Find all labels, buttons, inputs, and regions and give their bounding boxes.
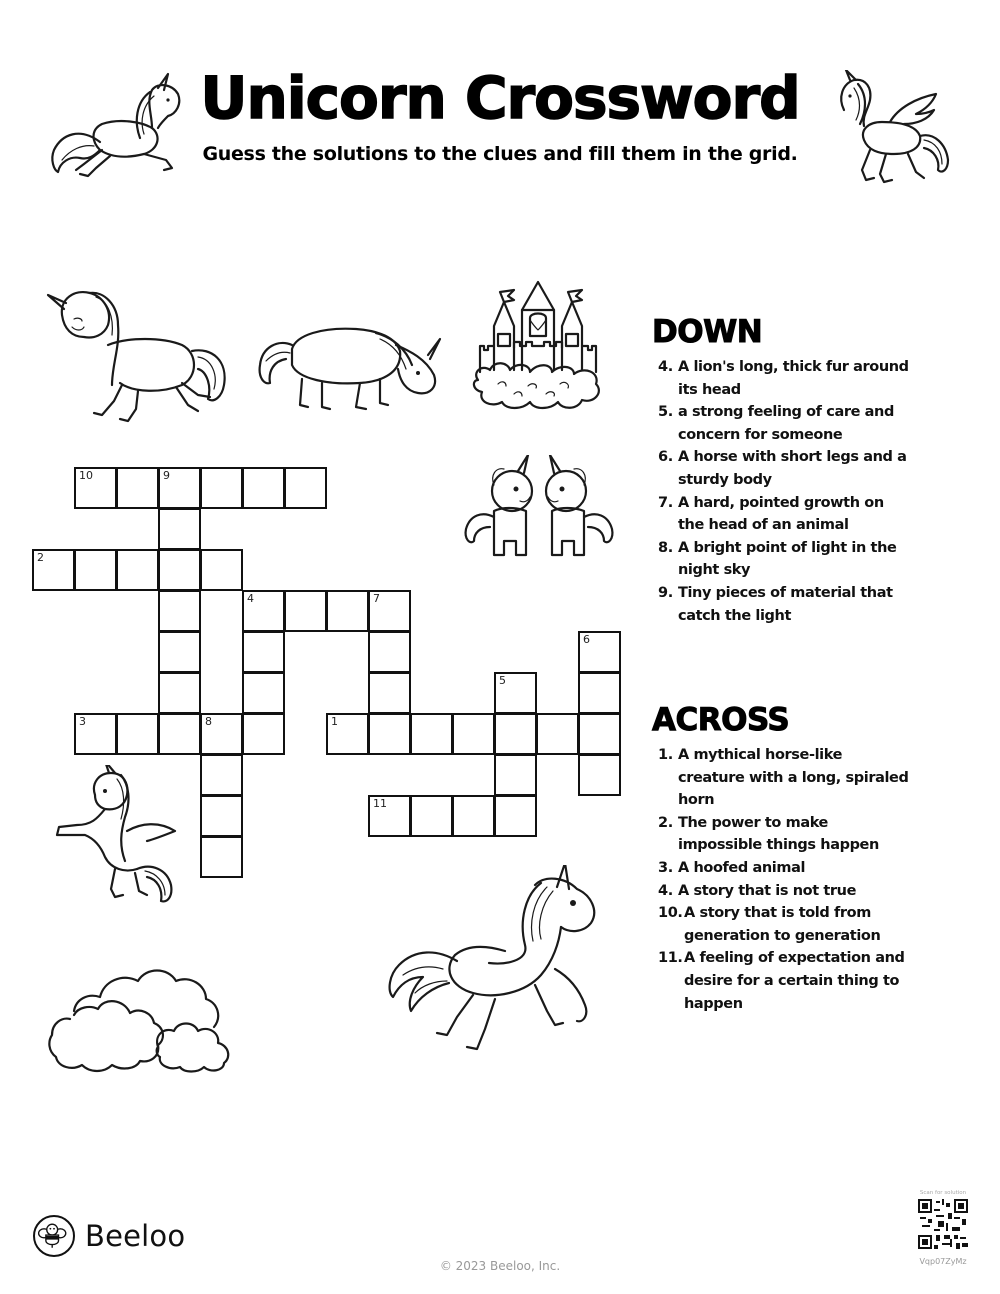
clue-number: 3 — [79, 715, 86, 728]
qr-id: Vqp07ZyMz — [919, 1257, 967, 1266]
cell-letter-input[interactable] — [580, 715, 619, 753]
crossword-cell[interactable] — [116, 713, 159, 755]
cell-letter-input[interactable] — [160, 674, 199, 712]
clue-number: 9 — [163, 469, 170, 482]
cell-letter-input[interactable] — [160, 551, 199, 589]
clue-number: 8 — [205, 715, 212, 728]
crossword-cell[interactable] — [452, 795, 495, 837]
cell-letter-input[interactable] — [202, 838, 241, 876]
clue-number: 9. — [658, 584, 673, 601]
clue-number: 3. — [658, 859, 673, 876]
down-clues — [652, 312, 912, 627]
crossword-cell[interactable] — [368, 590, 411, 632]
cell-letter-input[interactable] — [244, 592, 283, 630]
unicorn-running-icon — [385, 865, 607, 1065]
solution-qr[interactable] — [913, 1190, 973, 1266]
clue-number: 4 — [247, 592, 254, 605]
cell-letter-input[interactable] — [454, 715, 493, 753]
crossword-cell[interactable] — [158, 590, 201, 632]
crossword-cell[interactable] — [200, 836, 243, 878]
crossword-cell[interactable] — [242, 672, 285, 714]
clue-number: 1. — [658, 747, 673, 763]
crossword-cell[interactable] — [74, 713, 117, 755]
crossword-cell[interactable] — [410, 713, 453, 755]
clue-number: 7 — [373, 592, 380, 605]
cell-letter-input[interactable] — [76, 551, 115, 589]
across-heading: ACROSS — [652, 702, 790, 738]
cell-letter-input[interactable] — [454, 797, 493, 835]
cell-letter-input[interactable] — [244, 715, 283, 753]
crossword-cell[interactable] — [536, 713, 579, 755]
copyright: © 2023 Beeloo, Inc. — [439, 1259, 561, 1273]
cell-letter-input[interactable] — [370, 797, 409, 835]
crossword-cell[interactable] — [158, 713, 201, 755]
clue-text: A story that is not true — [678, 882, 857, 899]
crossword-cell[interactable] — [74, 467, 117, 509]
cell-letter-input[interactable] — [118, 715, 157, 753]
qr-caption: Scan for solution — [919, 1190, 967, 1196]
cell-letter-input[interactable] — [370, 592, 409, 630]
crossword-cell[interactable] — [368, 672, 411, 714]
pegasus-rearing-icon — [55, 765, 180, 905]
clue-number: 1 — [331, 715, 338, 728]
cell-letter-input[interactable] — [580, 633, 619, 671]
cell-letter-input[interactable] — [496, 715, 535, 753]
brand-name: Beeloo — [85, 1219, 186, 1253]
cell-letter-input[interactable] — [244, 674, 283, 712]
clue-number: 2 — [37, 551, 44, 564]
brand-logo[interactable] — [33, 1215, 185, 1257]
crossword-cell[interactable] — [74, 549, 117, 591]
clue-text: A bright point of light in the night sky — [678, 539, 897, 579]
cell-letter-input[interactable] — [202, 756, 241, 794]
clue-number: 10 — [79, 469, 93, 482]
down-heading: DOWN — [652, 314, 763, 350]
page-title: Unicorn Crossword — [200, 64, 800, 132]
cell-letter-input[interactable] — [286, 592, 325, 630]
clue-text: A mythical horse-like creature with a long, spiraled horn — [678, 747, 909, 809]
cell-letter-input[interactable] — [286, 469, 325, 507]
cell-letter-input[interactable] — [412, 797, 451, 835]
clue-number: 4. — [658, 359, 673, 375]
crossword-cell[interactable] — [578, 754, 621, 796]
across-clues — [652, 700, 912, 1015]
crossword-cell[interactable] — [158, 467, 201, 509]
cell-letter-input[interactable] — [328, 592, 367, 630]
across-clue-2 — [652, 812, 912, 857]
crossword-cell[interactable] — [158, 508, 201, 550]
crossword-cell[interactable] — [410, 795, 453, 837]
cell-letter-input[interactable] — [244, 633, 283, 671]
clue-text: A hard, pointed growth on the head of an animal — [678, 494, 884, 534]
clue-number: 5 — [499, 674, 506, 687]
clue-text: A feeling of expectation and desire for a certain thing to happen — [684, 950, 905, 1012]
cell-letter-input[interactable] — [202, 551, 241, 589]
cell-letter-input[interactable] — [496, 674, 535, 712]
down-clue-list — [652, 356, 912, 627]
down-clue-8 — [652, 537, 912, 582]
crossword-cell[interactable] — [200, 713, 243, 755]
cell-letter-input[interactable] — [580, 756, 619, 794]
crossword-cell[interactable] — [494, 754, 537, 796]
down-clue-5 — [652, 401, 912, 446]
crossword-cell[interactable] — [116, 467, 159, 509]
twin-unicorns-icon — [460, 455, 618, 565]
page-subtitle: Guess the solutions to the clues and fill them in the grid. — [202, 143, 798, 165]
across-clue-4 — [652, 880, 912, 903]
crossword-cell[interactable] — [242, 631, 285, 673]
unicorn-grazing-icon — [256, 315, 446, 420]
unicorn-prancing-icon — [42, 285, 232, 430]
crossword-cell[interactable] — [452, 713, 495, 755]
crossword-cell[interactable] — [200, 549, 243, 591]
cell-letter-input[interactable] — [76, 469, 115, 507]
clue-number: 8. — [658, 539, 673, 556]
crossword-cell[interactable] — [200, 467, 243, 509]
across-clue-list — [652, 744, 912, 1015]
crossword-cell[interactable] — [494, 713, 537, 755]
crossword-cell[interactable] — [578, 631, 621, 673]
crossword-cell[interactable] — [494, 672, 537, 714]
crossword-cell[interactable] — [158, 672, 201, 714]
clue-number: 6 — [583, 633, 590, 646]
crossword-cell[interactable] — [326, 590, 369, 632]
crossword-cell[interactable] — [578, 713, 621, 755]
cell-letter-input[interactable] — [370, 674, 409, 712]
cell-letter-input[interactable] — [118, 469, 157, 507]
clue-number: 4. — [658, 882, 673, 899]
qr-code-icon — [918, 1199, 968, 1249]
crossword-cell[interactable] — [116, 549, 159, 591]
crossword-cell[interactable] — [326, 713, 369, 755]
cell-letter-input[interactable] — [538, 715, 577, 753]
across-clue-3 — [652, 857, 912, 880]
across-clue-1 — [652, 744, 912, 812]
clue-text: The power to make impossible things happen — [678, 814, 879, 854]
crossword-cell[interactable] — [242, 467, 285, 509]
clue-number: 2. — [658, 814, 673, 831]
cell-letter-input[interactable] — [496, 797, 535, 835]
cell-letter-input[interactable] — [328, 715, 367, 753]
cell-letter-input[interactable] — [202, 469, 241, 507]
crossword-cell[interactable] — [368, 713, 411, 755]
cell-letter-input[interactable] — [160, 715, 199, 753]
clue-number: 7. — [658, 494, 673, 511]
unicorn-leaping-top-left-icon — [40, 72, 190, 187]
cell-letter-input[interactable] — [160, 633, 199, 671]
crossword-cell[interactable] — [242, 590, 285, 632]
crossword-cell[interactable] — [284, 590, 327, 632]
crossword-cell[interactable] — [200, 754, 243, 796]
cell-letter-input[interactable] — [160, 510, 199, 548]
cell-letter-input[interactable] — [34, 551, 73, 589]
crossword-cell[interactable] — [578, 672, 621, 714]
castle-on-cloud-icon — [468, 280, 608, 415]
down-clue-4 — [652, 356, 912, 401]
clouds-icon — [42, 965, 242, 1075]
crossword-cell[interactable] — [242, 713, 285, 755]
cell-letter-input[interactable] — [244, 469, 283, 507]
cell-letter-input[interactable] — [370, 633, 409, 671]
crossword-cell[interactable] — [368, 795, 411, 837]
crossword-cell[interactable] — [158, 549, 201, 591]
cell-letter-input[interactable] — [76, 715, 115, 753]
cell-letter-input[interactable] — [160, 469, 199, 507]
down-clue-9 — [652, 582, 912, 627]
clue-text: A story that is told from generation to generation — [684, 905, 881, 944]
bee-logo-icon — [33, 1215, 75, 1257]
clue-text: A hoofed animal — [678, 859, 806, 876]
clue-number: 11. — [658, 950, 683, 967]
clue-text: A lion's long, thick fur around its head — [678, 359, 909, 398]
cell-letter-input[interactable] — [412, 715, 451, 753]
cell-letter-input[interactable] — [370, 715, 409, 753]
across-clue-11 — [652, 947, 912, 1015]
cell-letter-input[interactable] — [202, 715, 241, 753]
crossword-cell[interactable] — [200, 795, 243, 837]
clue-text: a strong feeling of care and concern for someone — [678, 404, 894, 443]
cell-letter-input[interactable] — [202, 797, 241, 835]
clue-text: A horse with short legs and a sturdy body — [678, 449, 907, 488]
crossword-cell[interactable] — [368, 631, 411, 673]
across-clue-10 — [652, 902, 912, 947]
clue-text: Tiny pieces of material that catch the light — [678, 584, 893, 624]
cell-letter-input[interactable] — [580, 674, 619, 712]
clue-number: 6. — [658, 449, 673, 466]
crossword-cell[interactable] — [494, 795, 537, 837]
crossword-cell[interactable] — [32, 549, 75, 591]
cell-letter-input[interactable] — [160, 592, 199, 630]
clue-number: 10. — [658, 905, 683, 922]
clue-number: 11 — [373, 797, 387, 810]
down-clue-6 — [652, 446, 912, 491]
pegasus-top-right-icon — [820, 70, 960, 188]
crossword-cell[interactable] — [158, 631, 201, 673]
cell-letter-input[interactable] — [118, 551, 157, 589]
crossword-cell[interactable] — [284, 467, 327, 509]
down-clue-7 — [652, 492, 912, 537]
cell-letter-input[interactable] — [496, 756, 535, 794]
clue-number: 5. — [658, 404, 673, 421]
